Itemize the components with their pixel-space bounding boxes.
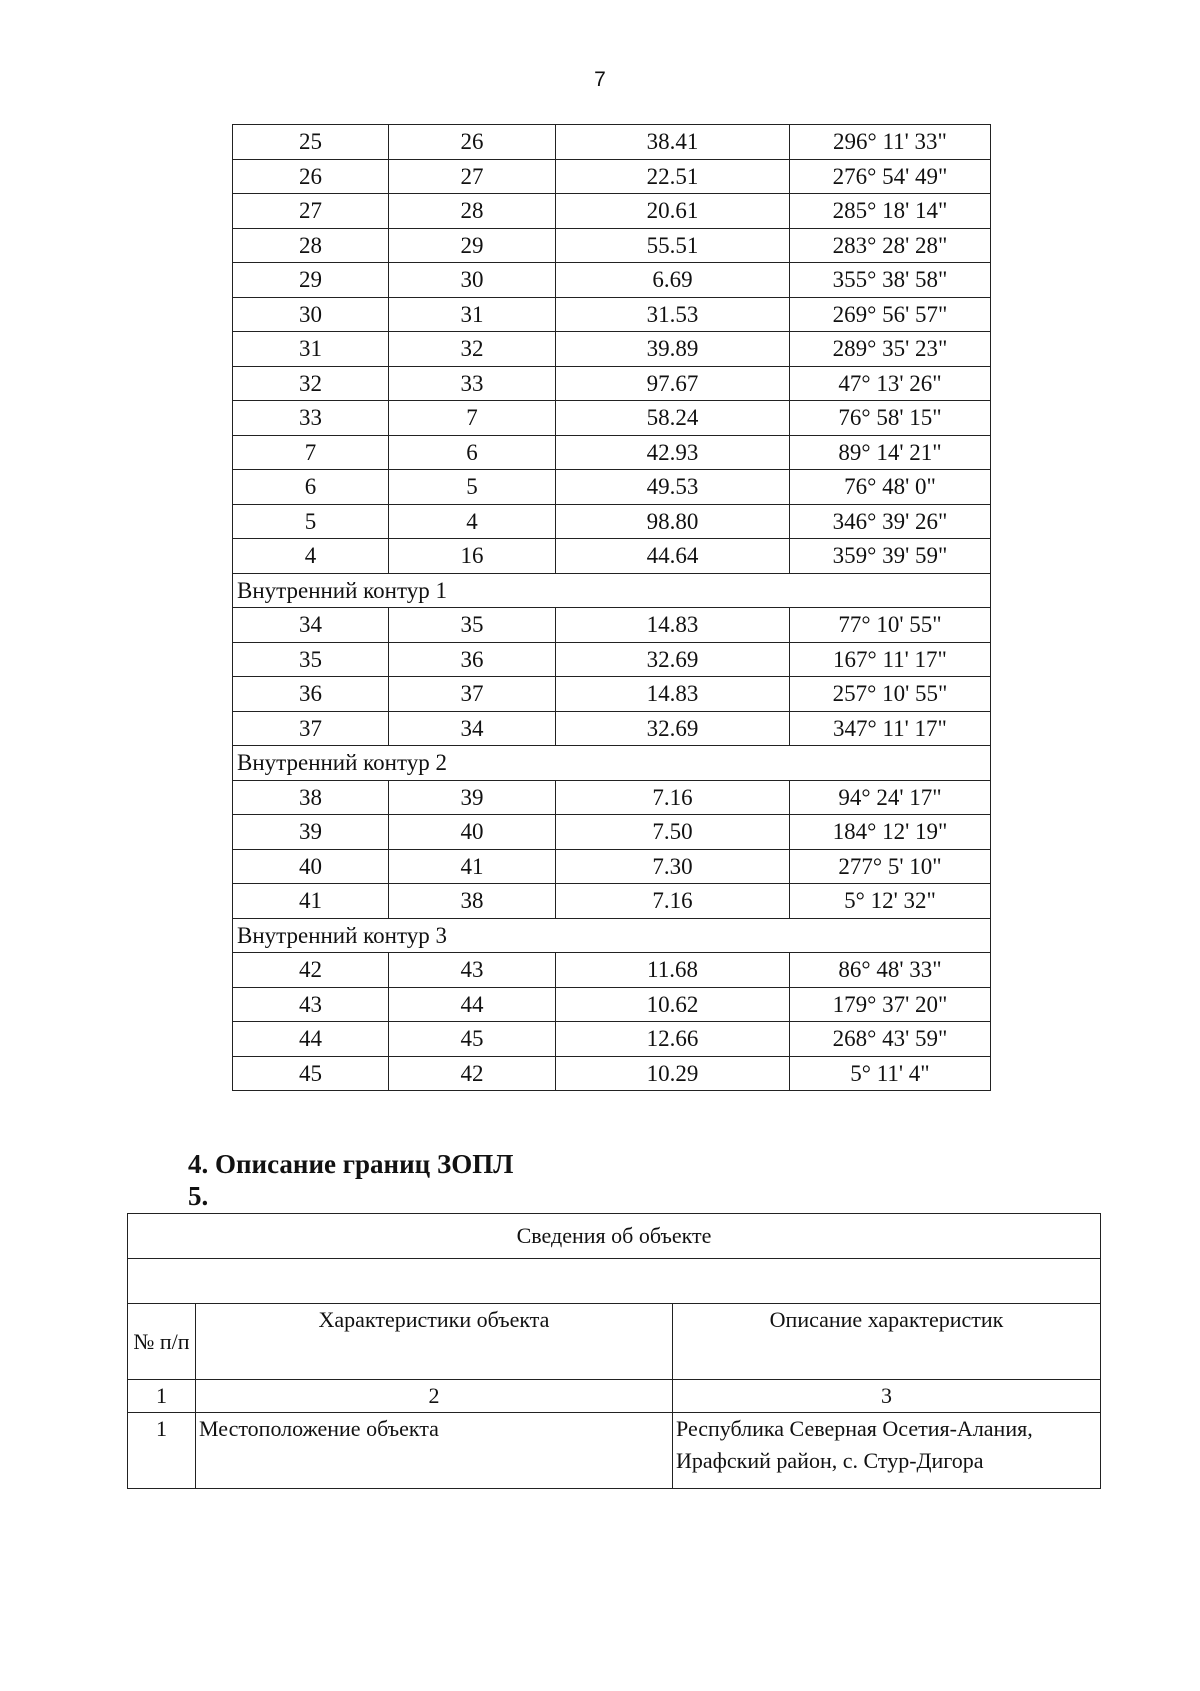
point-to-cell: 4 <box>389 504 556 539</box>
table-row <box>233 504 991 539</box>
point-to-cell: 30 <box>389 263 556 298</box>
length-cell: 14.83 <box>556 677 790 712</box>
bearing-cell: 5° 11' 4" <box>790 1056 991 1091</box>
bearing-cell: 355° 38' 58" <box>790 263 991 298</box>
length-cell: 10.62 <box>556 987 790 1022</box>
length-cell: 55.51 <box>556 228 790 263</box>
length-cell: 7.30 <box>556 849 790 884</box>
bearing-cell: 283° 28' 28" <box>790 228 991 263</box>
point-from-cell: 27 <box>233 194 389 229</box>
length-cell: 22.51 <box>556 159 790 194</box>
table-row <box>233 228 991 263</box>
length-cell: 7.16 <box>556 780 790 815</box>
point-from-cell: 39 <box>233 815 389 850</box>
row-characteristic: Местоположение объекта <box>196 1413 673 1489</box>
point-to-cell: 36 <box>389 642 556 677</box>
bearing-cell: 167° 11' 17" <box>790 642 991 677</box>
table-row <box>233 401 991 436</box>
bearing-cell: 77° 10' 55" <box>790 608 991 643</box>
boundary-coordinates-body <box>233 125 991 1091</box>
bearing-cell: 179° 37' 20" <box>790 987 991 1022</box>
point-to-cell: 16 <box>389 539 556 574</box>
table-row <box>233 366 991 401</box>
table-row <box>233 159 991 194</box>
point-to-cell: 43 <box>389 953 556 988</box>
point-from-cell: 41 <box>233 884 389 919</box>
header-description: Описание характеристик <box>673 1304 1101 1380</box>
table-row <box>233 608 991 643</box>
table-row <box>233 332 991 367</box>
contour-title: Внутренний контур 2 <box>233 746 991 781</box>
info-table-title: Сведения об объекте <box>128 1214 1101 1259</box>
bearing-cell: 257° 10' 55" <box>790 677 991 712</box>
bearing-cell: 76° 48' 0" <box>790 470 991 505</box>
length-cell: 14.83 <box>556 608 790 643</box>
table-row <box>233 642 991 677</box>
length-cell: 49.53 <box>556 470 790 505</box>
column-number-3: 3 <box>673 1380 1101 1413</box>
point-to-cell: 44 <box>389 987 556 1022</box>
length-cell: 7.50 <box>556 815 790 850</box>
point-from-cell: 44 <box>233 1022 389 1057</box>
length-cell: 38.41 <box>556 125 790 160</box>
bearing-cell: 5° 12' 32" <box>790 884 991 919</box>
table-row <box>233 263 991 298</box>
point-from-cell: 26 <box>233 159 389 194</box>
length-cell: 20.61 <box>556 194 790 229</box>
point-from-cell: 34 <box>233 608 389 643</box>
length-cell: 6.69 <box>556 263 790 298</box>
length-cell: 32.69 <box>556 711 790 746</box>
length-cell: 12.66 <box>556 1022 790 1057</box>
contour-title-row <box>233 746 991 781</box>
header-characteristics: Характеристики объекта <box>196 1304 673 1380</box>
point-from-cell: 38 <box>233 780 389 815</box>
point-from-cell: 7 <box>233 435 389 470</box>
bearing-cell: 285° 18' 14" <box>790 194 991 229</box>
point-from-cell: 6 <box>233 470 389 505</box>
length-cell: 10.29 <box>556 1056 790 1091</box>
point-to-cell: 35 <box>389 608 556 643</box>
bearing-cell: 184° 12' 19" <box>790 815 991 850</box>
point-to-cell: 6 <box>389 435 556 470</box>
table-row <box>233 711 991 746</box>
point-to-cell: 28 <box>389 194 556 229</box>
bearing-cell: 268° 43' 59" <box>790 1022 991 1057</box>
point-from-cell: 5 <box>233 504 389 539</box>
bearing-cell: 47° 13' 26" <box>790 366 991 401</box>
table-row <box>233 849 991 884</box>
page-number: 7 <box>594 68 606 91</box>
length-cell: 31.53 <box>556 297 790 332</box>
point-from-cell: 28 <box>233 228 389 263</box>
bearing-cell: 359° 39' 59" <box>790 539 991 574</box>
table-row <box>233 1022 991 1057</box>
bearing-cell: 289° 35' 23" <box>790 332 991 367</box>
point-from-cell: 45 <box>233 1056 389 1091</box>
table-row <box>233 125 991 160</box>
point-to-cell: 27 <box>389 159 556 194</box>
table-row <box>233 780 991 815</box>
table-row <box>233 884 991 919</box>
bearing-cell: 277° 5' 10" <box>790 849 991 884</box>
bearing-cell: 276° 54' 49" <box>790 159 991 194</box>
table-row <box>233 297 991 332</box>
point-to-cell: 31 <box>389 297 556 332</box>
section-5-heading: 5. <box>188 1181 209 1211</box>
info-table-empty-row <box>128 1259 1101 1304</box>
bearing-cell: 347° 11' 17" <box>790 711 991 746</box>
bearing-cell: 89° 14' 21" <box>790 435 991 470</box>
point-from-cell: 36 <box>233 677 389 712</box>
length-cell: 7.16 <box>556 884 790 919</box>
table-row <box>233 470 991 505</box>
length-cell: 44.64 <box>556 539 790 574</box>
bearing-cell: 269° 56' 57" <box>790 297 991 332</box>
contour-title-row <box>233 918 991 953</box>
length-cell: 11.68 <box>556 953 790 988</box>
point-from-cell: 30 <box>233 297 389 332</box>
contour-title-row <box>233 573 991 608</box>
section-4-heading: 4. Описание границ ЗОПЛ <box>188 1149 514 1179</box>
table-row <box>233 435 991 470</box>
column-number-1: 1 <box>128 1380 196 1413</box>
table-row <box>233 677 991 712</box>
point-to-cell: 38 <box>389 884 556 919</box>
point-to-cell: 40 <box>389 815 556 850</box>
length-cell: 58.24 <box>556 401 790 436</box>
point-to-cell: 41 <box>389 849 556 884</box>
point-to-cell: 26 <box>389 125 556 160</box>
length-cell: 39.89 <box>556 332 790 367</box>
point-from-cell: 4 <box>233 539 389 574</box>
point-from-cell: 29 <box>233 263 389 298</box>
point-from-cell: 33 <box>233 401 389 436</box>
point-to-cell: 7 <box>389 401 556 436</box>
point-to-cell: 32 <box>389 332 556 367</box>
length-cell: 32.69 <box>556 642 790 677</box>
point-from-cell: 32 <box>233 366 389 401</box>
object-info-table <box>127 1213 1101 1489</box>
header-number: № п/п <box>128 1304 196 1380</box>
bearing-cell: 86° 48' 33" <box>790 953 991 988</box>
length-cell: 98.80 <box>556 504 790 539</box>
row-description: Республика Северная Осетия-Алания, Ирафский район, с. Стур-Дигора <box>673 1413 1101 1489</box>
point-from-cell: 35 <box>233 642 389 677</box>
point-from-cell: 42 <box>233 953 389 988</box>
contour-title: Внутренний контур 1 <box>233 573 991 608</box>
point-to-cell: 37 <box>389 677 556 712</box>
table-row <box>233 987 991 1022</box>
point-from-cell: 43 <box>233 987 389 1022</box>
bearing-cell: 296° 11' 33" <box>790 125 991 160</box>
row-number: 1 <box>128 1413 196 1489</box>
bearing-cell: 76° 58' 15" <box>790 401 991 436</box>
point-to-cell: 5 <box>389 470 556 505</box>
contour-title: Внутренний контур 3 <box>233 918 991 953</box>
table-row <box>233 1056 991 1091</box>
point-to-cell: 42 <box>389 1056 556 1091</box>
point-from-cell: 31 <box>233 332 389 367</box>
point-to-cell: 33 <box>389 366 556 401</box>
point-from-cell: 40 <box>233 849 389 884</box>
table-row <box>233 815 991 850</box>
point-to-cell: 29 <box>389 228 556 263</box>
length-cell: 42.93 <box>556 435 790 470</box>
table-row <box>233 539 991 574</box>
bearing-cell: 94° 24' 17" <box>790 780 991 815</box>
point-to-cell: 45 <box>389 1022 556 1057</box>
boundary-coordinates-table <box>232 124 991 1091</box>
point-from-cell: 25 <box>233 125 389 160</box>
point-to-cell: 34 <box>389 711 556 746</box>
column-number-2: 2 <box>196 1380 673 1413</box>
bearing-cell: 346° 39' 26" <box>790 504 991 539</box>
point-from-cell: 37 <box>233 711 389 746</box>
point-to-cell: 39 <box>389 780 556 815</box>
table-row <box>233 194 991 229</box>
table-row <box>233 953 991 988</box>
length-cell: 97.67 <box>556 366 790 401</box>
